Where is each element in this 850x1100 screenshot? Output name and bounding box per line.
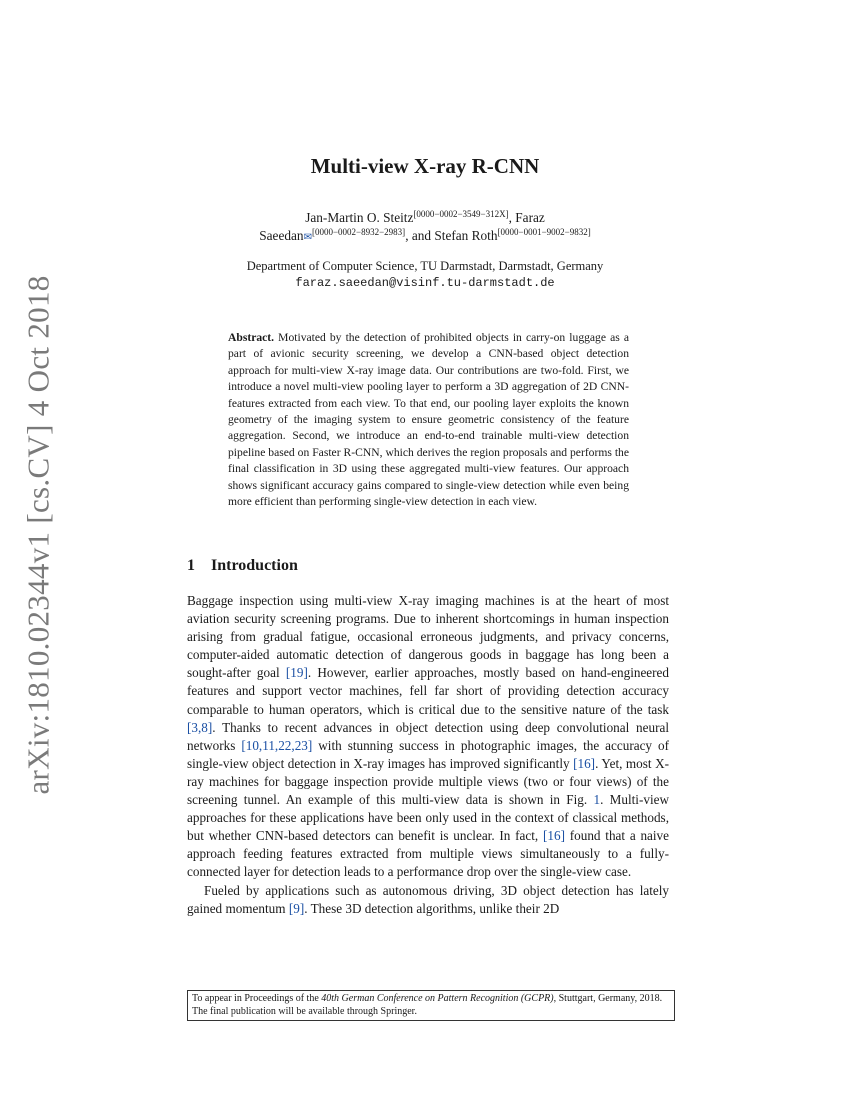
body-text [187, 592, 669, 918]
citation-link[interactable]: [19] [285, 665, 308, 681]
text-run: . These 3D detection algorithms, unlike their 2D [304, 900, 560, 916]
orcid-id[interactable]: [0000−0001−9002−9832] [497, 227, 591, 237]
paragraph [187, 882, 669, 918]
conference-name: 40th German Conference on Pattern Recognition (GCPR) [321, 993, 554, 1004]
abstract-text: Motivated by the detection of prohibited objects in carry-on luggage as a part of avionic security screening, we develop a CNN-based object detection approach for multi-view X-ray image data. Our contributions are two-fold. First, we introduce a novel multi-view pooling layer to perform a 3D aggregation of 2D CNN-features extracted from each view. To that end, our pooling layer exploits the known geometry of the imaging system to ensure geometric consistency of the feature aggregation. Second, we introduce an end-to-end trainable multi-view detection pipeline based on Faster R-CNN, which derives the region proposals and performs the final classification in 3D using these aggregated multi-view features. Our approach shows significant accuracy gains compared to single-view detection while even being more efficient than performing single-view detection in each view. [228, 331, 629, 509]
text-run: . Multi-view approaches for these applications have been only used in the context of classical methods, but whether CNN-based detectors can benefit is unclear. In fact, [187, 792, 669, 844]
citation-link[interactable]: [16] [543, 828, 565, 844]
text-run: found that a naive approach feeding features extracted from multiple views simultaneously to a fully-connected layer for detection leads to a performance drop over the single-view case. [187, 828, 670, 880]
section-number: 1 [187, 557, 195, 574]
note-text: , Stuttgart, Germany, 2018. The final publication will be available through Springer. [192, 993, 663, 1017]
orcid-id[interactable]: [0000−0002−3549−312X] [413, 209, 509, 219]
section-title: Introduction [211, 557, 298, 574]
author-name: Saeedan [259, 228, 304, 243]
author-list [200, 209, 650, 247]
author-separator: , and Stefan Roth [405, 228, 498, 243]
paragraph [187, 592, 669, 882]
affiliation-block [150, 258, 700, 292]
text-run: . However, earlier approaches, mostly based on hand-engineered features and support vector machines, fell far short of providing detection accuracy comparable to human operators, which is critical due to the sensitive nature of the task [187, 665, 670, 717]
abstract-label: Abstract. [228, 331, 275, 344]
publication-note-box [187, 990, 675, 1021]
arxiv-identifier-text: arXiv:1810.02344v1 [cs.CV] 4 Oct 2018 [21, 275, 56, 795]
contact-email[interactable]: faraz.saeedan@visinf.tu-darmstadt.de [295, 276, 555, 290]
citation-link[interactable]: [10,11,22,23] [241, 737, 313, 753]
figure-reference-link[interactable]: 1 [593, 792, 601, 808]
text-run: Baggage inspection using multi-view X-ray imaging machines is at the heart of most aviation security screening programs. Due to inherent shortcomings in human inspection arising from gradual fatigue, occasional erroneous judgments, and privacy concerns, computer-aided automatic detection of dangerous goods in baggage has long been a sought-after goal [187, 593, 669, 681]
abstract [228, 330, 629, 510]
citation-link[interactable]: [16] [573, 755, 596, 771]
text-run: . Thanks to recent advances in object detection using deep convolutional neural networks [187, 719, 669, 753]
note-text: To appear in Proceedings of the [192, 993, 322, 1004]
arxiv-identifier-stamp [19, 275, 59, 795]
citation-link[interactable]: [3,8] [187, 719, 213, 735]
author-separator: , Faraz [508, 210, 545, 225]
paper-title: Multi-view X-ray R-CNN [310, 154, 540, 178]
orcid-id[interactable]: [0000−0002−8932−2983] [311, 227, 406, 237]
affiliation: Department of Computer Science, TU Darmstadt, Darmstadt, Germany [246, 259, 604, 273]
text-run: with stunning success in photographic images, the accuracy of single-view object detection in X-ray images has improved significantly [187, 737, 669, 771]
section-heading [187, 557, 298, 575]
citation-link[interactable]: [9] [288, 900, 305, 916]
author-name: Jan-Martin O. Steitz [305, 210, 414, 225]
envelope-icon[interactable]: ✉ [303, 232, 312, 243]
text-run: . Yet, most X-ray machines for baggage inspection provide multiple views (two or four views) of the screening tunnel. An example of this multi-view data is shown in Fig. [187, 755, 669, 808]
text-run: Fueled by applications such as autonomous driving, 3D object detection has lately gained momentum [187, 882, 669, 916]
